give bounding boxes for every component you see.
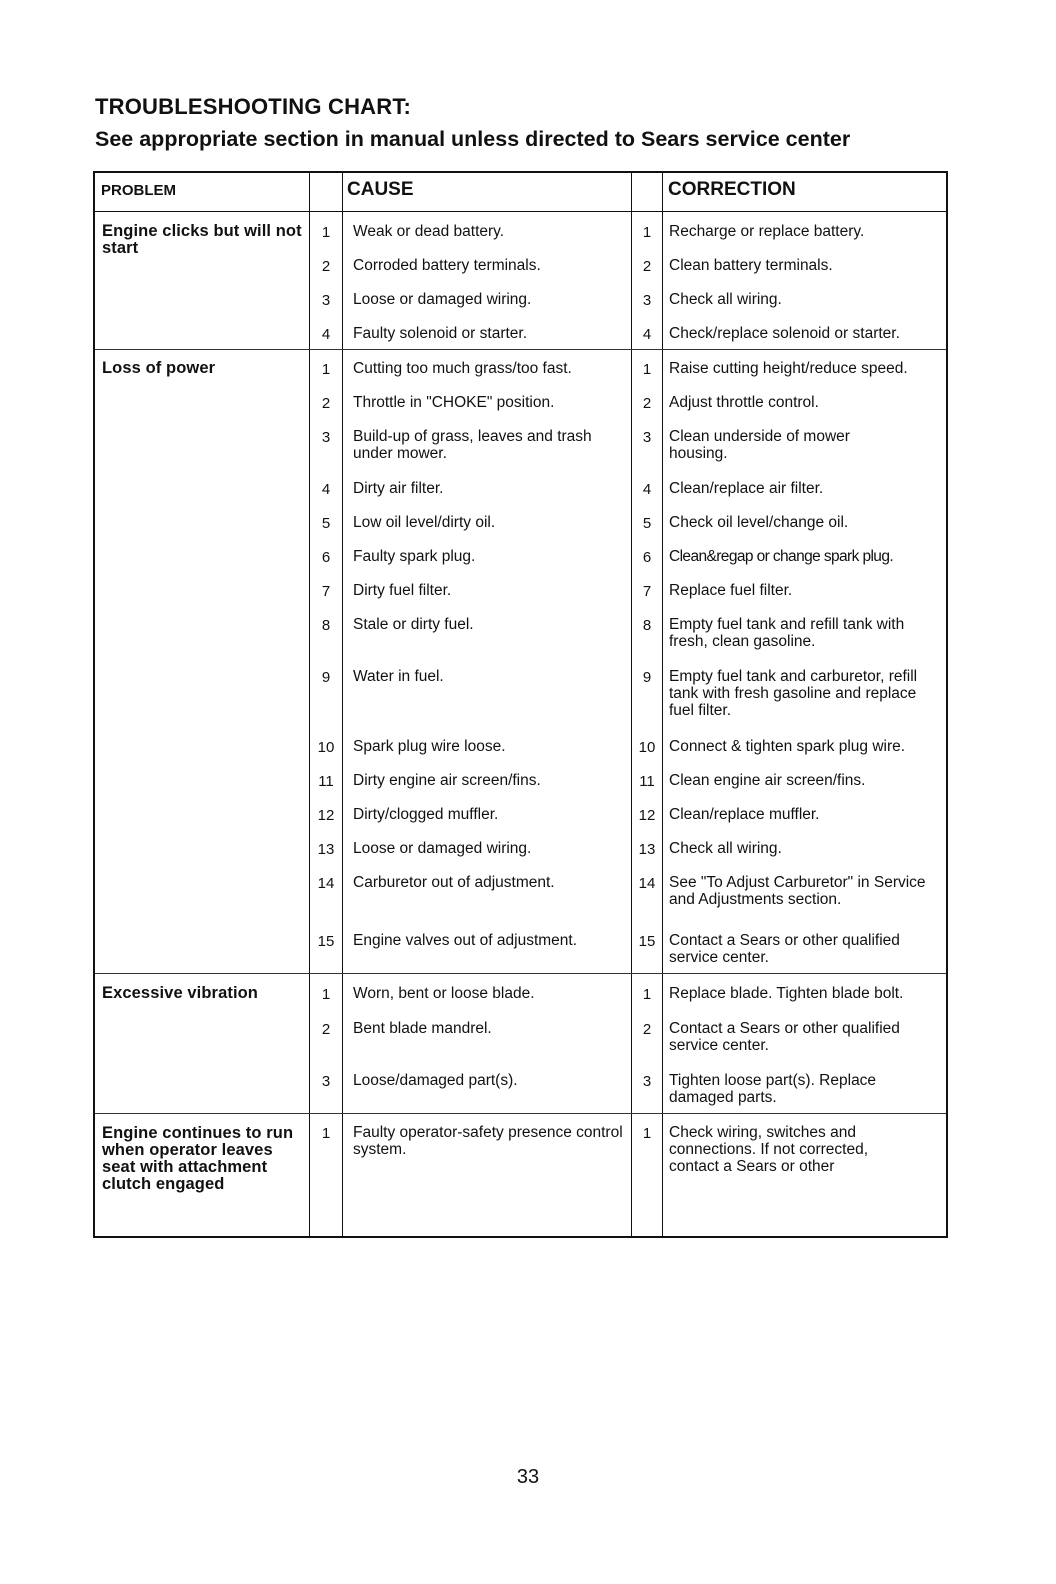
- header-problem: PROBLEM: [101, 182, 176, 199]
- section-divider: [95, 1113, 946, 1114]
- cause-number: 1: [321, 224, 331, 241]
- cause-text: Engine valves out of adjustment.: [353, 932, 578, 949]
- cause-text: Faulty operator-safety presence control system.: [353, 1124, 623, 1158]
- page-subtitle: See appropriate section in manual unless directed to Sears service center: [95, 127, 851, 151]
- cause-number: 1: [321, 1125, 331, 1142]
- column-divider: [662, 173, 663, 1236]
- correction-text: Clean underside of mower housing.: [669, 428, 850, 462]
- correction-number: 1: [642, 361, 652, 378]
- cause-number: 12: [317, 807, 335, 824]
- cause-number: 7: [321, 583, 331, 600]
- cause-number: 1: [321, 986, 331, 1003]
- correction-number: 14: [638, 875, 656, 892]
- correction-number: 12: [638, 807, 656, 824]
- correction-text: Check all wiring.: [669, 291, 782, 308]
- problem-label: Engine continues to run when operator leaves seat with attachment clutch engaged: [102, 1124, 294, 1193]
- cause-text: Dirty fuel filter.: [353, 582, 452, 599]
- correction-text: Check all wiring.: [669, 840, 782, 857]
- cause-text: Dirty/clogged muffler.: [353, 806, 499, 823]
- page-number: 33: [516, 1466, 540, 1488]
- correction-number: 2: [642, 1021, 652, 1038]
- correction-number: 8: [642, 617, 652, 634]
- correction-text: See "To Adjust Carburetor" in Service and Adjustments section.: [669, 874, 926, 908]
- column-divider: [309, 173, 310, 1236]
- cause-text: Throttle in "CHOKE" position.: [353, 394, 555, 411]
- correction-text: Check/replace solenoid or starter.: [669, 325, 900, 342]
- cause-text: Bent blade mandrel.: [353, 1020, 492, 1037]
- cause-text: Build-up of grass, leaves and trash under mower.: [353, 428, 592, 462]
- cause-text: Cutting too much grass/too fast.: [353, 360, 572, 377]
- correction-number: 15: [638, 933, 656, 950]
- correction-number: 13: [638, 841, 656, 858]
- cause-number: 2: [321, 1021, 331, 1038]
- correction-number: 9: [642, 669, 652, 686]
- page-title: TROUBLESHOOTING CHART:: [95, 94, 412, 119]
- correction-text: Check oil level/change oil.: [669, 514, 849, 531]
- header-correction: CORRECTION: [668, 179, 796, 200]
- correction-number: 1: [642, 986, 652, 1003]
- cause-number: 15: [317, 933, 335, 950]
- cause-text: Loose or damaged wiring.: [353, 291, 532, 308]
- correction-number: 6: [642, 549, 652, 566]
- problem-label: Loss of power: [102, 359, 216, 377]
- correction-text: Empty fuel tank and carburetor, refill tank with fresh gasoline and replace fuel filter.: [669, 668, 918, 719]
- cause-number: 11: [318, 773, 334, 790]
- cause-number: 1: [321, 361, 331, 378]
- problem-label: Excessive vibration: [102, 984, 258, 1002]
- column-divider: [342, 173, 343, 1236]
- correction-text: Tighten loose part(s). Replace damaged parts.: [669, 1072, 877, 1106]
- cause-text: Loose/damaged part(s).: [353, 1072, 518, 1089]
- correction-number: 1: [642, 224, 652, 241]
- correction-text: Clean battery terminals.: [669, 257, 833, 274]
- correction-text: Connect & tighten spark plug wire.: [669, 738, 906, 755]
- cause-number: 3: [321, 429, 331, 446]
- cause-text: Corroded battery terminals.: [353, 257, 541, 274]
- cause-number: 4: [321, 481, 331, 498]
- correction-text: Empty fuel tank and refill tank with fresh, clean gasoline.: [669, 616, 905, 650]
- cause-text: Weak or dead battery.: [353, 223, 505, 240]
- correction-text: Clean&regap or change spark plug.: [669, 548, 894, 565]
- cause-text: Faulty spark plug.: [353, 548, 476, 565]
- correction-number: 3: [642, 292, 652, 309]
- cause-text: Carburetor out of adjustment.: [353, 874, 555, 891]
- correction-text: Check wiring, switches and connections. If not corrected, contact a Sears or other: [669, 1124, 869, 1175]
- cause-number: 8: [321, 617, 331, 634]
- cause-number: 5: [321, 515, 331, 532]
- correction-text: Replace fuel filter.: [669, 582, 793, 599]
- correction-number: 5: [642, 515, 652, 532]
- cause-text: Stale or dirty fuel.: [353, 616, 474, 633]
- correction-text: Clean/replace muffler.: [669, 806, 820, 823]
- cause-text: Faulty solenoid or starter.: [353, 325, 528, 342]
- cause-text: Water in fuel.: [353, 668, 444, 685]
- header-cause: CAUSE: [347, 179, 414, 200]
- correction-text: Contact a Sears or other qualified service center.: [669, 1020, 900, 1054]
- cause-text: Low oil level/dirty oil.: [353, 514, 496, 531]
- correction-text: Adjust throttle control.: [669, 394, 819, 411]
- correction-number: 10: [638, 739, 656, 756]
- cause-number: 3: [321, 292, 331, 309]
- correction-number: 1: [642, 1125, 652, 1142]
- correction-text: Replace blade. Tighten blade bolt.: [669, 985, 904, 1002]
- correction-number: 7: [642, 583, 652, 600]
- cause-text: Dirty engine air screen/fins.: [353, 772, 541, 789]
- correction-text: Recharge or replace battery.: [669, 223, 865, 240]
- section-divider: [95, 973, 946, 974]
- correction-number: 4: [642, 481, 652, 498]
- correction-number: 2: [642, 258, 652, 275]
- correction-text: Clean engine air screen/fins.: [669, 772, 866, 789]
- cause-number: 6: [321, 549, 331, 566]
- header-divider: [95, 211, 946, 212]
- section-divider: [95, 349, 946, 350]
- cause-number: 9: [321, 669, 331, 686]
- cause-number: 4: [321, 326, 331, 343]
- cause-text: Spark plug wire loose.: [353, 738, 506, 755]
- cause-number: 3: [321, 1073, 331, 1090]
- cause-text: Loose or damaged wiring.: [353, 840, 532, 857]
- cause-number: 13: [317, 841, 335, 858]
- cause-text: Worn, bent or loose blade.: [353, 985, 535, 1002]
- correction-number: 3: [642, 429, 652, 446]
- troubleshooting-table: [93, 171, 948, 1238]
- correction-number: 2: [642, 395, 652, 412]
- cause-number: 14: [317, 875, 335, 892]
- correction-number: 3: [642, 1073, 652, 1090]
- cause-number: 2: [321, 258, 331, 275]
- correction-text: Clean/replace air filter.: [669, 480, 824, 497]
- correction-number: 11: [639, 773, 655, 790]
- cause-text: Dirty air filter.: [353, 480, 444, 497]
- cause-number: 10: [317, 739, 335, 756]
- correction-text: Contact a Sears or other qualified service center.: [669, 932, 900, 966]
- correction-number: 4: [642, 326, 652, 343]
- correction-text: Raise cutting height/reduce speed.: [669, 360, 908, 377]
- problem-label: Engine clicks but will not start: [102, 222, 302, 257]
- cause-number: 2: [321, 395, 331, 412]
